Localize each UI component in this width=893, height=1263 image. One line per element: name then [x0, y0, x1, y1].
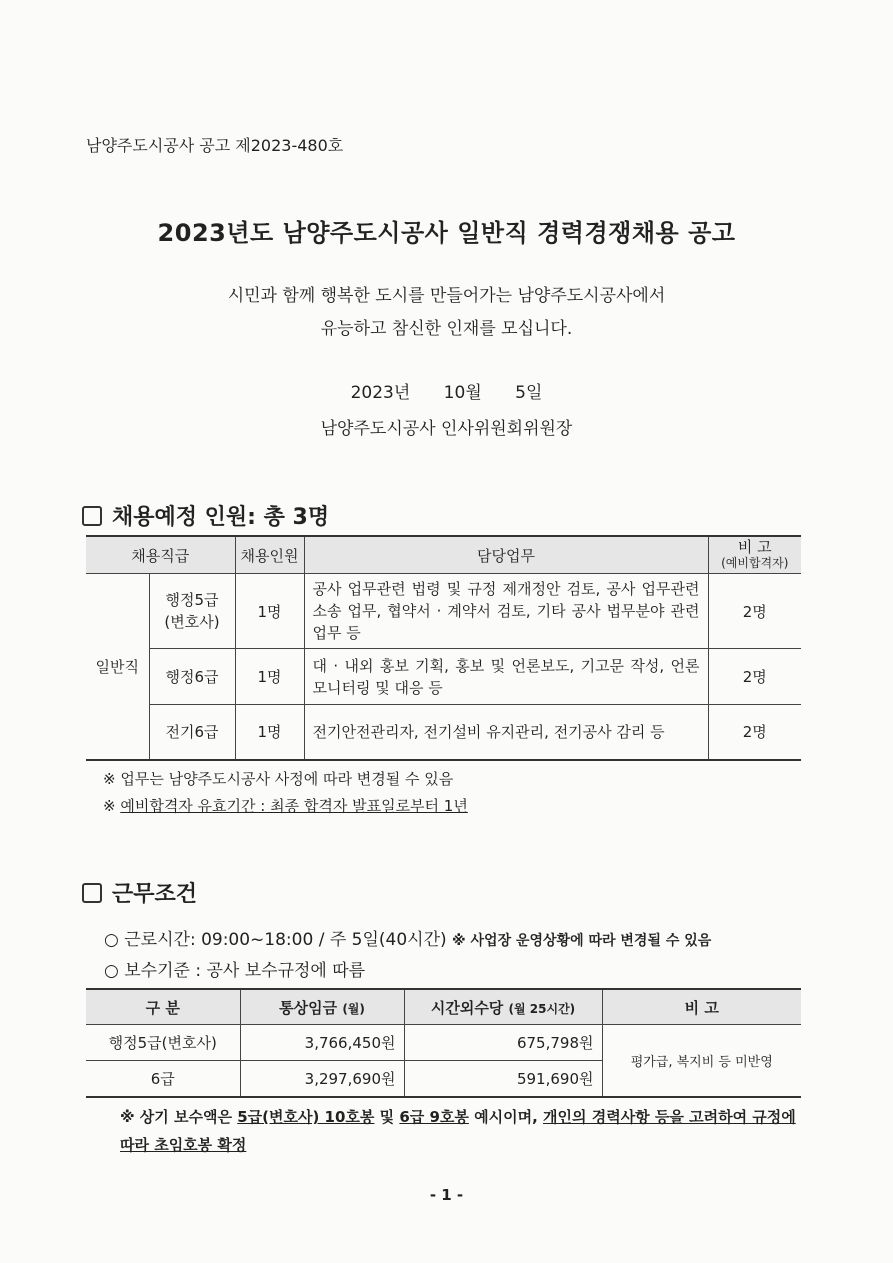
circle-bullet-icon: ○	[104, 961, 119, 981]
table-row-count: 1명	[235, 649, 304, 705]
pay-standard: 보수기준 : 공사 보수규정에 따름	[124, 961, 366, 981]
recruitment-note-2	[103, 795, 468, 816]
page-number: - 1 -	[429, 1186, 464, 1204]
pay-header-overtime	[404, 989, 602, 1025]
section-conditions-heading	[82, 877, 197, 908]
table-row-grade: 행정5급 (변호사)	[149, 574, 235, 649]
pay-note-part6: 개인의 경력사항 등을 고려하여 규정에 따라 초임호봉 확정	[120, 1108, 796, 1154]
header-grade: 채용직급	[86, 536, 235, 574]
pay-header-wage	[240, 989, 404, 1025]
table-row-note: 2명	[708, 649, 801, 705]
intro-line-1: 시민과 함께 행복한 도시를 만들어가는 남양주도시공사에서	[227, 286, 666, 306]
table-row-grade: 전기6급	[149, 705, 235, 760]
pay-header-wage-label: 통상임금	[279, 998, 338, 1017]
recruitment-note-2-text: 예비합격자 유효기간 : 최종 합격자 발표일로부터 1년	[120, 797, 468, 815]
pay-note-part1: ※ 상기 보수액은	[120, 1108, 238, 1126]
pay-header-category: 구 분	[86, 989, 240, 1025]
pay-row-wage: 3,766,450원	[240, 1025, 404, 1061]
pay-row-overtime: 591,690원	[404, 1061, 602, 1098]
recruitment-note-2-mark: ※	[103, 797, 121, 815]
working-hours: 근로시간: 09:00~18:00 / 주 5일(40시간)	[124, 930, 447, 950]
pay-row-overtime: 675,798원	[404, 1025, 602, 1061]
checkbox-square-icon	[82, 883, 102, 903]
table-row-grade: 행정6급	[149, 649, 235, 705]
recruitment-note-1: ※ 업무는 남양주도시공사 사정에 따라 변경될 수 있음	[103, 770, 454, 788]
recruitment-table	[86, 535, 801, 761]
table-row-count: 1명	[235, 574, 304, 649]
pay-note-part2: 5급(변호사) 10호봉	[237, 1108, 375, 1126]
working-hours-line	[104, 925, 711, 950]
table-row-duty: 대 · 내외 홍보 기획, 홍보 및 언론보도, 기고문 작성, 언론 모니터링 및 대응 등	[304, 649, 708, 705]
table-row-duty: 전기안전관리자, 전기설비 유지관리, 전기공사 감리 등	[304, 705, 708, 760]
working-hours-note: ※ 사업장 운영상황에 따라 변경될 수 있음	[452, 933, 712, 949]
pay-note-part5: 예시이며,	[468, 1108, 544, 1126]
table-row-note: 2명	[708, 705, 801, 760]
circle-bullet-icon: ○	[104, 930, 119, 950]
table-row-count: 1명	[235, 705, 304, 760]
pay-note-cell: 평가급, 복지비 등 미반영	[602, 1025, 801, 1098]
notice-number: 남양주도시공사 공고 제2023-480호	[86, 136, 344, 155]
group-general: 일반직	[86, 574, 149, 760]
checkbox-square-icon	[82, 506, 102, 526]
table-row-duty: 공사 업무관련 법령 및 규정 제개정안 검토, 공사 업무관련 소송 업무, 협약서 · 계약서 검토, 기타 공사 법무분야 관련 업무 등	[304, 574, 708, 649]
notice-date: 2023년 10월 5일	[350, 383, 543, 403]
pay-header-overtime-unit: (월 25시간)	[508, 1001, 576, 1016]
page-title: 2023년도 남양주도시공사 일반직 경력경쟁채용 공고	[157, 219, 736, 247]
header-note-sub: (예비합격자)	[721, 556, 789, 570]
pay-note-part4: 6급 9호봉	[399, 1108, 469, 1126]
pay-row-wage: 3,297,690원	[240, 1061, 404, 1098]
pay-table	[86, 988, 801, 1098]
pay-header-wage-unit: (월)	[342, 1001, 365, 1016]
header-note-label: 비 고	[737, 538, 772, 556]
issuer: 남양주도시공사 인사위원회위원장	[320, 419, 573, 439]
pay-row-category: 6급	[86, 1061, 240, 1098]
pay-row-category: 행정5급(변호사)	[86, 1025, 240, 1061]
intro-line-2: 유능하고 참신한 인재를 모십니다.	[320, 319, 573, 339]
header-duty: 담당업무	[304, 536, 708, 574]
pay-note	[120, 1103, 800, 1159]
pay-note-part3: 및	[374, 1108, 400, 1126]
pay-header-overtime-label: 시간외수당	[430, 998, 504, 1017]
section-recruitment-title: 채용예정 인원: 총 3명	[112, 505, 330, 530]
section-recruitment-heading	[82, 500, 329, 531]
header-count: 채용인원	[235, 536, 304, 574]
pay-standard-line	[104, 956, 365, 981]
pay-header-note: 비 고	[602, 989, 801, 1025]
header-note	[708, 536, 801, 574]
section-conditions-title: 근무조건	[112, 882, 198, 907]
table-row-note: 2명	[708, 574, 801, 649]
